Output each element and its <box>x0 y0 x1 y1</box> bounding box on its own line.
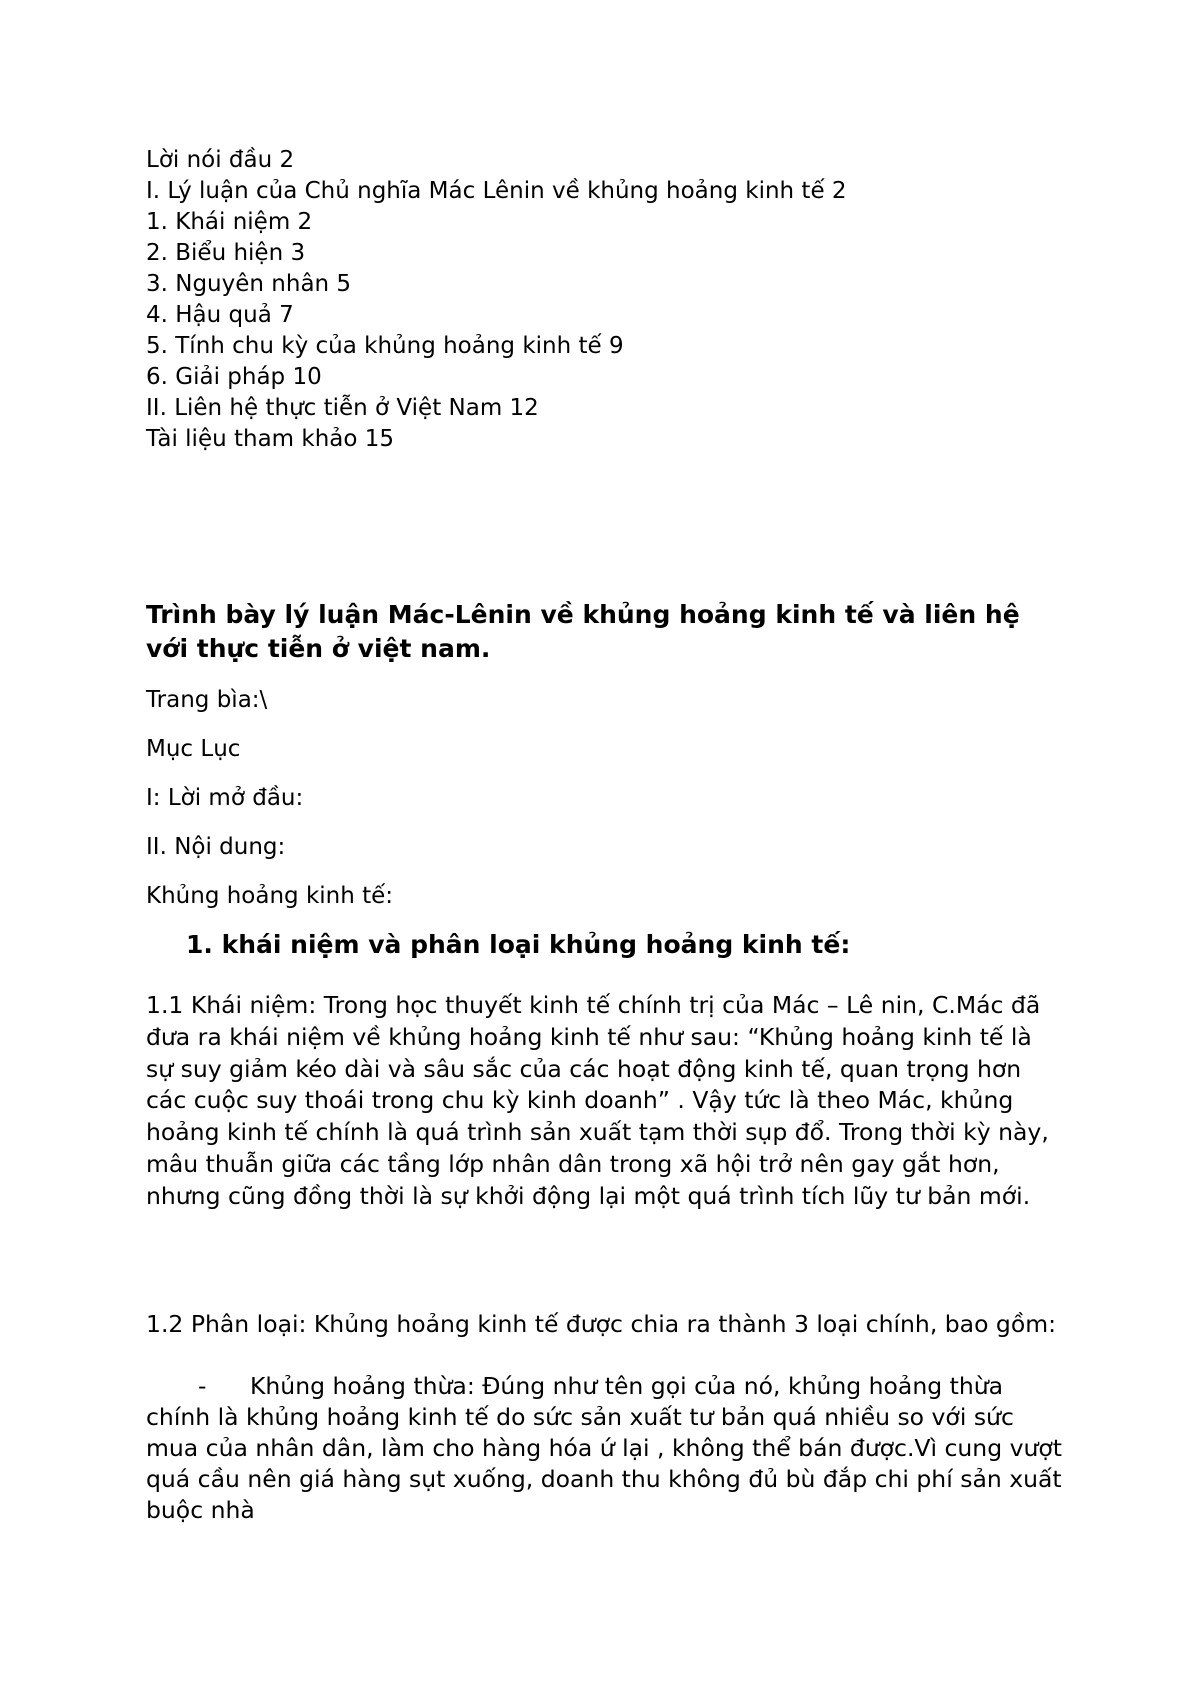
toc-line: 4. Hậu quả 7 <box>146 302 294 328</box>
toc-line: 5. Tính chu kỳ của khủng hoảng kinh tế 9 <box>146 333 624 359</box>
bullet-item <box>146 1371 1066 1526</box>
document-page <box>146 0 1066 1698</box>
toc-line: Tài liệu tham khảo 15 <box>146 426 395 452</box>
toc-line: 1. Khái niệm 2 <box>146 209 313 235</box>
table-of-contents <box>146 145 847 455</box>
contents-line: Mục Lục <box>146 736 241 762</box>
toc-line: 3. Nguyên nhân 5 <box>146 271 352 297</box>
body-line: II. Nội dung: <box>146 834 286 860</box>
section-heading: 1. khái niệm và phân loại khủng hoảng kinh tế: <box>186 930 851 959</box>
concept-paragraph: 1.1 Khái niệm: Trong học thuyết kinh tế chính trị của Mác – Lê nin, C.Mác đã đưa ra khái niệm về khủng hoảng kinh tế như sau: “Khủng hoảng kinh tế là sự suy giảm kéo dài và sâu sắc của các hoạt động kinh tế, quan trọng hơn các cuộc suy thoái trong chu kỳ kinh doanh” . Vậy tức là theo Mác, khủng hoảng kinh tế chính là quá trình sản xuất tạm thời sụp đổ. Trong thời kỳ này, mâu thuẫn giữa các tầng lớp nhân dân trong xã hội trở nên gay gắt hơn, nhưng cũng đồng thời là sự khởi động lại một quá trình tích lũy tư bản mới. <box>146 991 1049 1210</box>
toc-line: Lời nói đầu 2 <box>146 147 295 173</box>
crisis-line: Khủng hoảng kinh tế: <box>146 883 394 909</box>
cover-line: Trang bìa:\ <box>146 687 268 713</box>
toc-line: 2. Biểu hiện 3 <box>146 240 306 266</box>
toc-line: II. Liên hệ thực tiễn ở Việt Nam 12 <box>146 395 539 421</box>
document-title: Trình bày lý luận Mác-Lênin về khủng hoảng kinh tế và liên hệ với thực tiễn ở việt nam. <box>146 600 1020 663</box>
bullet-dash: - <box>198 1372 207 1400</box>
classification-paragraph: 1.2 Phân loại: Khủng hoảng kinh tế được chia ra thành 3 loại chính, bao gồm: <box>146 1310 1057 1338</box>
intro-line: I: Lời mở đầu: <box>146 785 304 811</box>
toc-line: I. Lý luận của Chủ nghĩa Mác Lênin về khủng hoảng kinh tế 2 <box>146 178 847 204</box>
bullet-text: Khủng hoảng thừa: Đúng như tên gọi của nó, khủng hoảng thừa chính là khủng hoảng kinh tế do sức sản xuất tư bản quá nhiều so với sức mua của nhân dân, làm cho hàng hóa ứ lại , không thể bán được.Vì cung vượt quá cầu nên giá hàng sụt xuống, doanh thu không đủ bù đắp chi phí sản xuất buộc nhà <box>146 1372 1062 1524</box>
toc-line: 6. Giải pháp 10 <box>146 364 322 390</box>
